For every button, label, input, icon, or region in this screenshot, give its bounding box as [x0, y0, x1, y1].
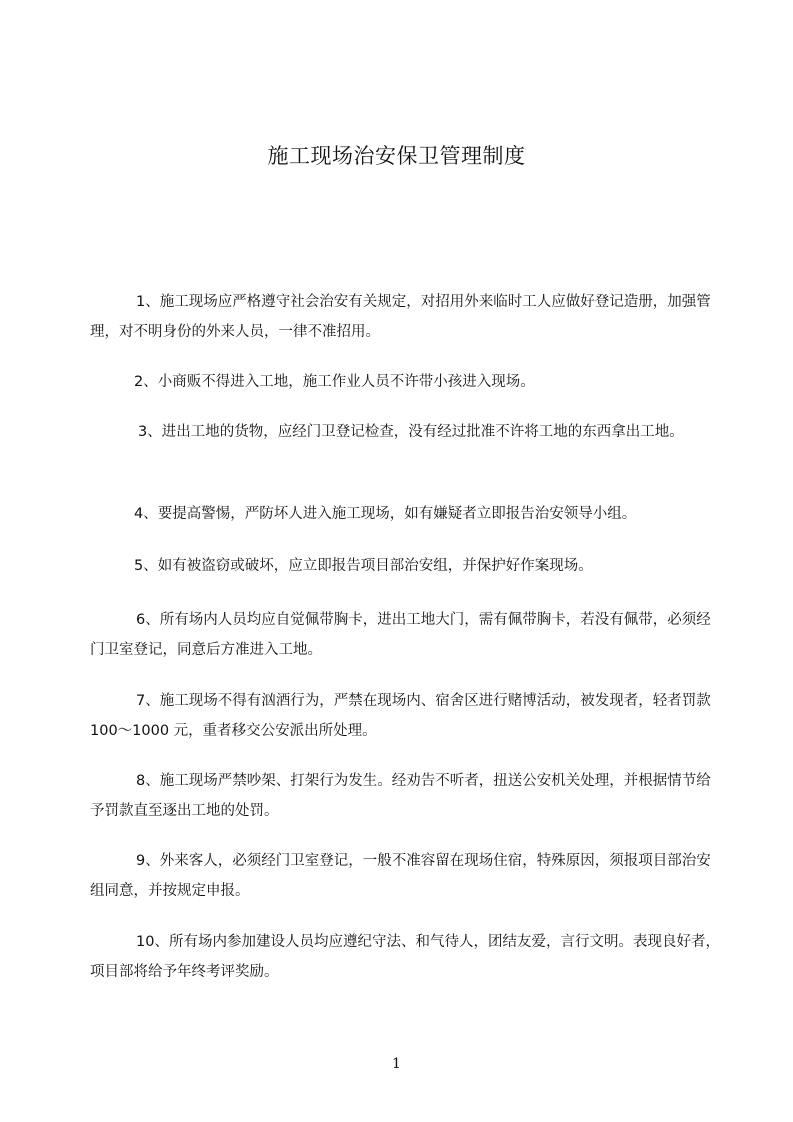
page-number: 1	[392, 1056, 401, 1072]
document-title: 施工现场治安保卫管理制度	[267, 144, 526, 168]
rule-item-8: 8、施工现场严禁吵架、打架行为发生。经劝告不听者，扭送公安机关处理，并根据情节给予罚款直至逐出工地的处罚。	[90, 773, 711, 819]
rule-item-9: 9、外来客人，必须经门卫室登记，一般不准容留在现场住宿，特殊原因，须报项目部治安组同意，并按规定申报。	[90, 853, 711, 899]
rule-item-4: 4、要提高警惕，严防坏人进入施工现场，如有嫌疑者立即报告治安领导小组。	[134, 506, 637, 522]
rule-item-5: 5、如有被盗窃或破坏，应立即报告项目部治安组，并保护好作案现场。	[134, 558, 593, 574]
rule-item-7: 7、施工现场不得有汹酒行为，严禁在现场内、宿舍区进行赌博活动，被发现者，轻者罚款 100～1000 元，重者移交公安派出所处理。	[90, 693, 711, 739]
rule-item-10: 10、所有场内参加建设人员均应遵纪守法、和气待人，团结友爱，言行文明。表现良好者，项目部将给予年终考评奖励。	[90, 934, 720, 980]
rule-item-3: 3、进出工地的货物，应经门卫登记检查，没有经过批准不许将工地的东西拿出工地。	[138, 424, 684, 440]
rule-item-6: 6、所有场内人员均应自觉佩带胸卡，进出工地大门，需有佩带胸卡，若没有佩带，必须经门卫室登记，同意后方准进入工地。	[90, 612, 711, 658]
rule-item-1: 1、施工现场应严格遵守社会治安有关规定，对招用外来临时工人应做好登记造册，加强管理，对不明身份的外来人员，一律不准招用。	[90, 294, 711, 340]
rule-item-2: 2、小商贩不得进入工地，施工作业人员不许带小孩进入现场。	[134, 374, 535, 390]
